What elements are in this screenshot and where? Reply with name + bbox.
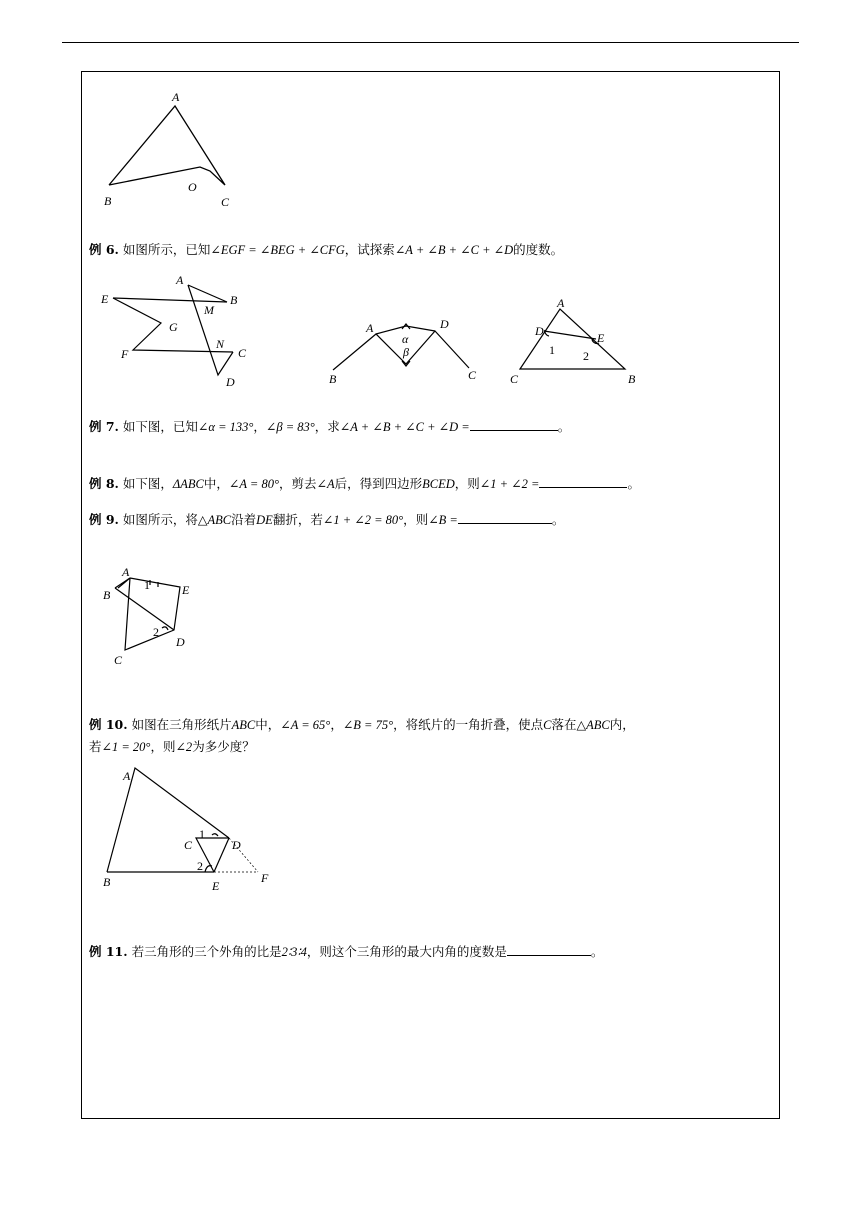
fig-top-label-b: B [104, 194, 112, 208]
fig6l-label-g: G [169, 320, 178, 334]
example-10-line-2 [89, 736, 255, 758]
example-8-text-f: 。 [627, 476, 640, 491]
fig6m-label-alpha: α [402, 332, 409, 346]
example-6 [89, 239, 563, 261]
example-8-math-a: ΔABC [172, 477, 204, 491]
fig6l-label-e: E [101, 292, 109, 306]
example-10-line2-b: ，则 [150, 739, 176, 754]
example-10-line2-math-b: ∠2 [175, 740, 193, 754]
fig9-label-a: A [122, 565, 130, 579]
example-10-text-f: 内， [609, 717, 635, 732]
example-9-math-a: △ABC [197, 513, 232, 527]
example-6-text-a: 如图所示，已知 [122, 242, 211, 257]
example-9-text-e: 。 [551, 512, 565, 527]
example-8-text-c: ，剪去 [278, 476, 317, 491]
fig6l-label-d: D [226, 375, 235, 389]
example-7 [89, 416, 570, 438]
fig10-label-c: C [184, 838, 193, 852]
example-8-math-b: ∠A = 80° [228, 477, 279, 491]
fig6r-label-2: 2 [583, 349, 589, 363]
example-10-label: 例 10. [89, 717, 128, 732]
example-10-math-e: △ABC [576, 718, 610, 732]
example-9-math-b: DE [256, 513, 273, 527]
fig9-label-b: B [103, 588, 111, 602]
example-8-math-c: ∠A [316, 477, 335, 491]
example-8-label: 例 8. [89, 476, 119, 491]
example-11-answer-blank[interactable] [507, 943, 591, 956]
example-9-text-d: ，则 [403, 512, 429, 527]
fig-top-label-o: O [188, 180, 197, 194]
fig9-label-d: D [176, 635, 185, 649]
example-10-text-d: ，将纸片的一角折叠，使点 [393, 717, 544, 732]
fig6l-label-c: C [238, 346, 247, 360]
example-7-text-a: 如下图，已知 [122, 419, 198, 434]
fig10-label-b: B [103, 875, 111, 889]
example-10-math-b: ∠A = 65° [280, 718, 331, 732]
example-6-label: 例 6. [89, 242, 119, 257]
example-8-text-e: ，则 [454, 476, 480, 491]
fig9-label-1: 1 [144, 578, 150, 592]
example-7-text-b: ， [253, 419, 266, 434]
example-8-text-b: 中， [203, 476, 229, 491]
fig9-label-c: C [114, 653, 123, 667]
example-6-math-b: ∠A + ∠B + ∠C + ∠D [394, 243, 514, 257]
example-7-text-c: ，求 [314, 419, 340, 434]
fig9-label-e: E [182, 583, 190, 597]
figure-top-quadrilateral [109, 106, 225, 185]
fig6l-label-n: N [216, 337, 225, 351]
fig6r-label-1: 1 [549, 343, 555, 357]
example-7-math-b: ∠β = 83° [265, 420, 315, 434]
example-9-math-c: ∠1 + ∠2 = 80° [322, 513, 404, 527]
example-9-text-b: 沿着 [231, 512, 257, 527]
example-11-label: 例 11. [89, 944, 128, 959]
example-9-label: 例 9. [89, 512, 119, 527]
example-10-text-e: 落在 [551, 717, 577, 732]
example-10-line2-a: 若 [89, 739, 102, 754]
fig6m-label-d: D [440, 317, 449, 331]
fig6r-label-a: A [557, 296, 565, 310]
fig10-label-e: E [212, 879, 220, 893]
fig6m-label-c: C [468, 368, 477, 382]
example-8-text-a: 如下图， [122, 476, 173, 491]
example-8 [89, 473, 640, 495]
example-10-line2-c: 为多少度？ [192, 739, 255, 754]
example-9-text-a: 如图所示，将 [122, 512, 198, 527]
example-10-math-c: ∠B = 75° [342, 718, 394, 732]
example-7-text-d: 。 [557, 419, 571, 434]
example-8-answer-blank[interactable] [539, 475, 627, 488]
example-11-text-a: 若三角形的三个外角的比是 [131, 944, 282, 959]
example-10-math-d: C [543, 718, 552, 732]
fig10-label-f: F [261, 871, 269, 885]
fig6r-label-e: E [597, 331, 605, 345]
example-11-text-b: ，则这个三角形的最大内角的度数是 [306, 944, 507, 959]
example-11-math-a: 2∶3∶4 [281, 945, 307, 959]
example-6-math-a: ∠EGF = ∠BEG + ∠CFG [210, 243, 345, 257]
example-10-text-b: 中， [255, 717, 281, 732]
fig10-label-1: 1 [199, 827, 205, 841]
example-6-text-c: 的度数。 [513, 242, 564, 257]
example-7-label: 例 7. [89, 419, 119, 434]
example-10 [89, 714, 635, 736]
fig-top-label-a: A [172, 90, 180, 104]
fig6m-label-a: A [366, 321, 374, 335]
example-10-math-a: ABC [231, 718, 256, 732]
fig6r-label-d: D [535, 324, 544, 338]
fig10-label-d: D [232, 838, 241, 852]
fig10-label-a: A [123, 769, 131, 783]
fig6l-label-m: M [204, 303, 214, 317]
figure-ex6-right [520, 309, 625, 369]
example-8-math-e: ∠1 + ∠2 = [479, 477, 540, 491]
fig6l-label-b: B [230, 293, 238, 307]
example-10-line2-math-a: ∠1 = 20° [101, 740, 151, 754]
fig9-label-2: 2 [153, 625, 159, 639]
example-9-math-d: ∠B = [428, 513, 458, 527]
example-6-text-b: ，试探索 [344, 242, 395, 257]
example-9 [89, 509, 564, 531]
example-7-math-a: ∠α = 133° [197, 420, 254, 434]
example-7-math-c: ∠A + ∠B + ∠C + ∠D = [339, 420, 470, 434]
fig10-label-2: 2 [197, 859, 203, 873]
example-7-answer-blank[interactable] [470, 418, 558, 431]
fig6r-label-c: C [510, 372, 519, 386]
fig6l-label-a: A [176, 273, 184, 287]
example-9-text-c: 翻折，若 [272, 512, 323, 527]
example-9-answer-blank[interactable] [458, 511, 552, 524]
example-8-text-d: 后，得到四边形 [334, 476, 423, 491]
fig6r-label-b: B [628, 372, 636, 386]
fig-top-label-c: C [221, 195, 230, 209]
example-10-text-a: 如图在三角形纸片 [131, 717, 232, 732]
fig6m-label-beta: β [403, 345, 409, 359]
example-11-text-c: 。 [590, 944, 604, 959]
example-8-math-d: BCED [422, 477, 455, 491]
example-11 [89, 941, 603, 963]
fig6l-label-f: F [121, 347, 129, 361]
fig6m-label-b: B [329, 372, 337, 386]
figure-ex10 [107, 768, 229, 872]
example-10-text-c: ， [330, 717, 343, 732]
